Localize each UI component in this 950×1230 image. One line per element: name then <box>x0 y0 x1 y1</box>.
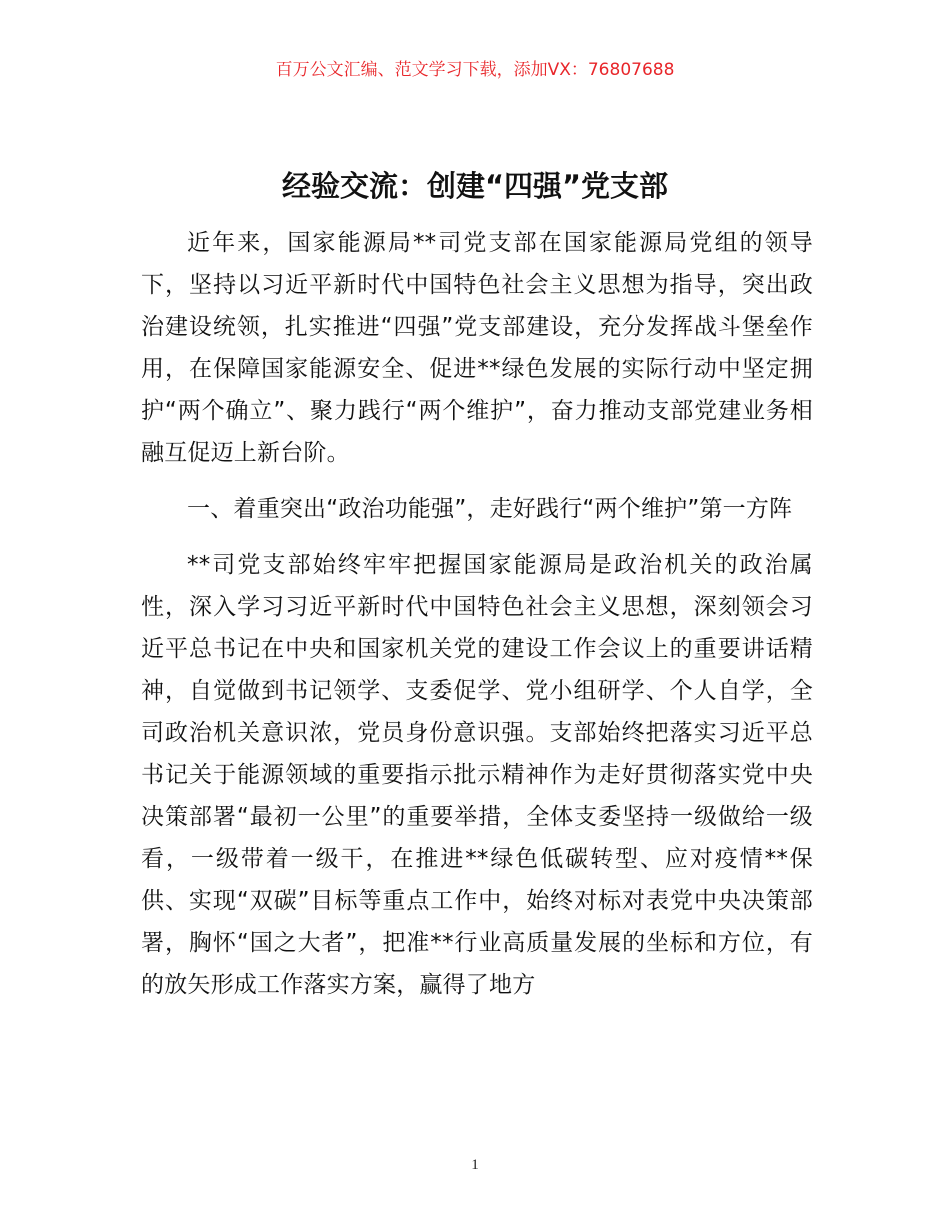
document-title: 经验交流：创建“四强”党支部 <box>281 169 669 203</box>
header-banner: 百万公文汇编、范文学习下载，添加VX：76807688 <box>275 60 675 80</box>
paragraph-section-heading: 一、着重突出“政治功能强”，走好践行“两个维护”第一方阵 <box>187 496 793 522</box>
paragraph-intro: 近年来，国家能源局**司党支部在国家能源局党组的领导下，坚持以习近平新时代中国特色社会主义思想为指导，突出政治建设统领，扎实推进“四强”党支部建设，充分发挥战斗堡垒作用，在保障国家能源安全、促进**绿色发展的实际行动中坚定拥护“两个确立”、聚力践行“两个维护”，奋力推动支部党建业务相融互促迈上新台阶。 <box>141 230 813 466</box>
document-body <box>141 222 813 1020</box>
page-number: 1 <box>471 1157 479 1173</box>
paragraph-section-body: **司党支部始终牢牢把握国家能源局是政治机关的政治属性，深入学习习近平新时代中国特色社会主义思想，深刻领会习近平总书记在中央和国家机关党的建设工作会议上的重要讲话精神，自觉做到书记领学、支委促学、党小组研学、个人自学，全司政治机关意识浓，党员身份意识强。支部始终把落实习近平总书记关于能源领域的重要指示批示精神作为走好贯彻落实党中央决策部署“最初一公里”的重要举措，全体支委坚持一级做给一级看，一级带着一级干，在推进**绿色低碳转型、应对疫情**保供、实现“双碳”目标等重点工作中，始终对标对表党中央决策部署，胸怀“国之大者”，把准**行业高质量发展的坐标和方位，有的放矢形成工作落实方案，赢得了地方 <box>141 552 813 998</box>
